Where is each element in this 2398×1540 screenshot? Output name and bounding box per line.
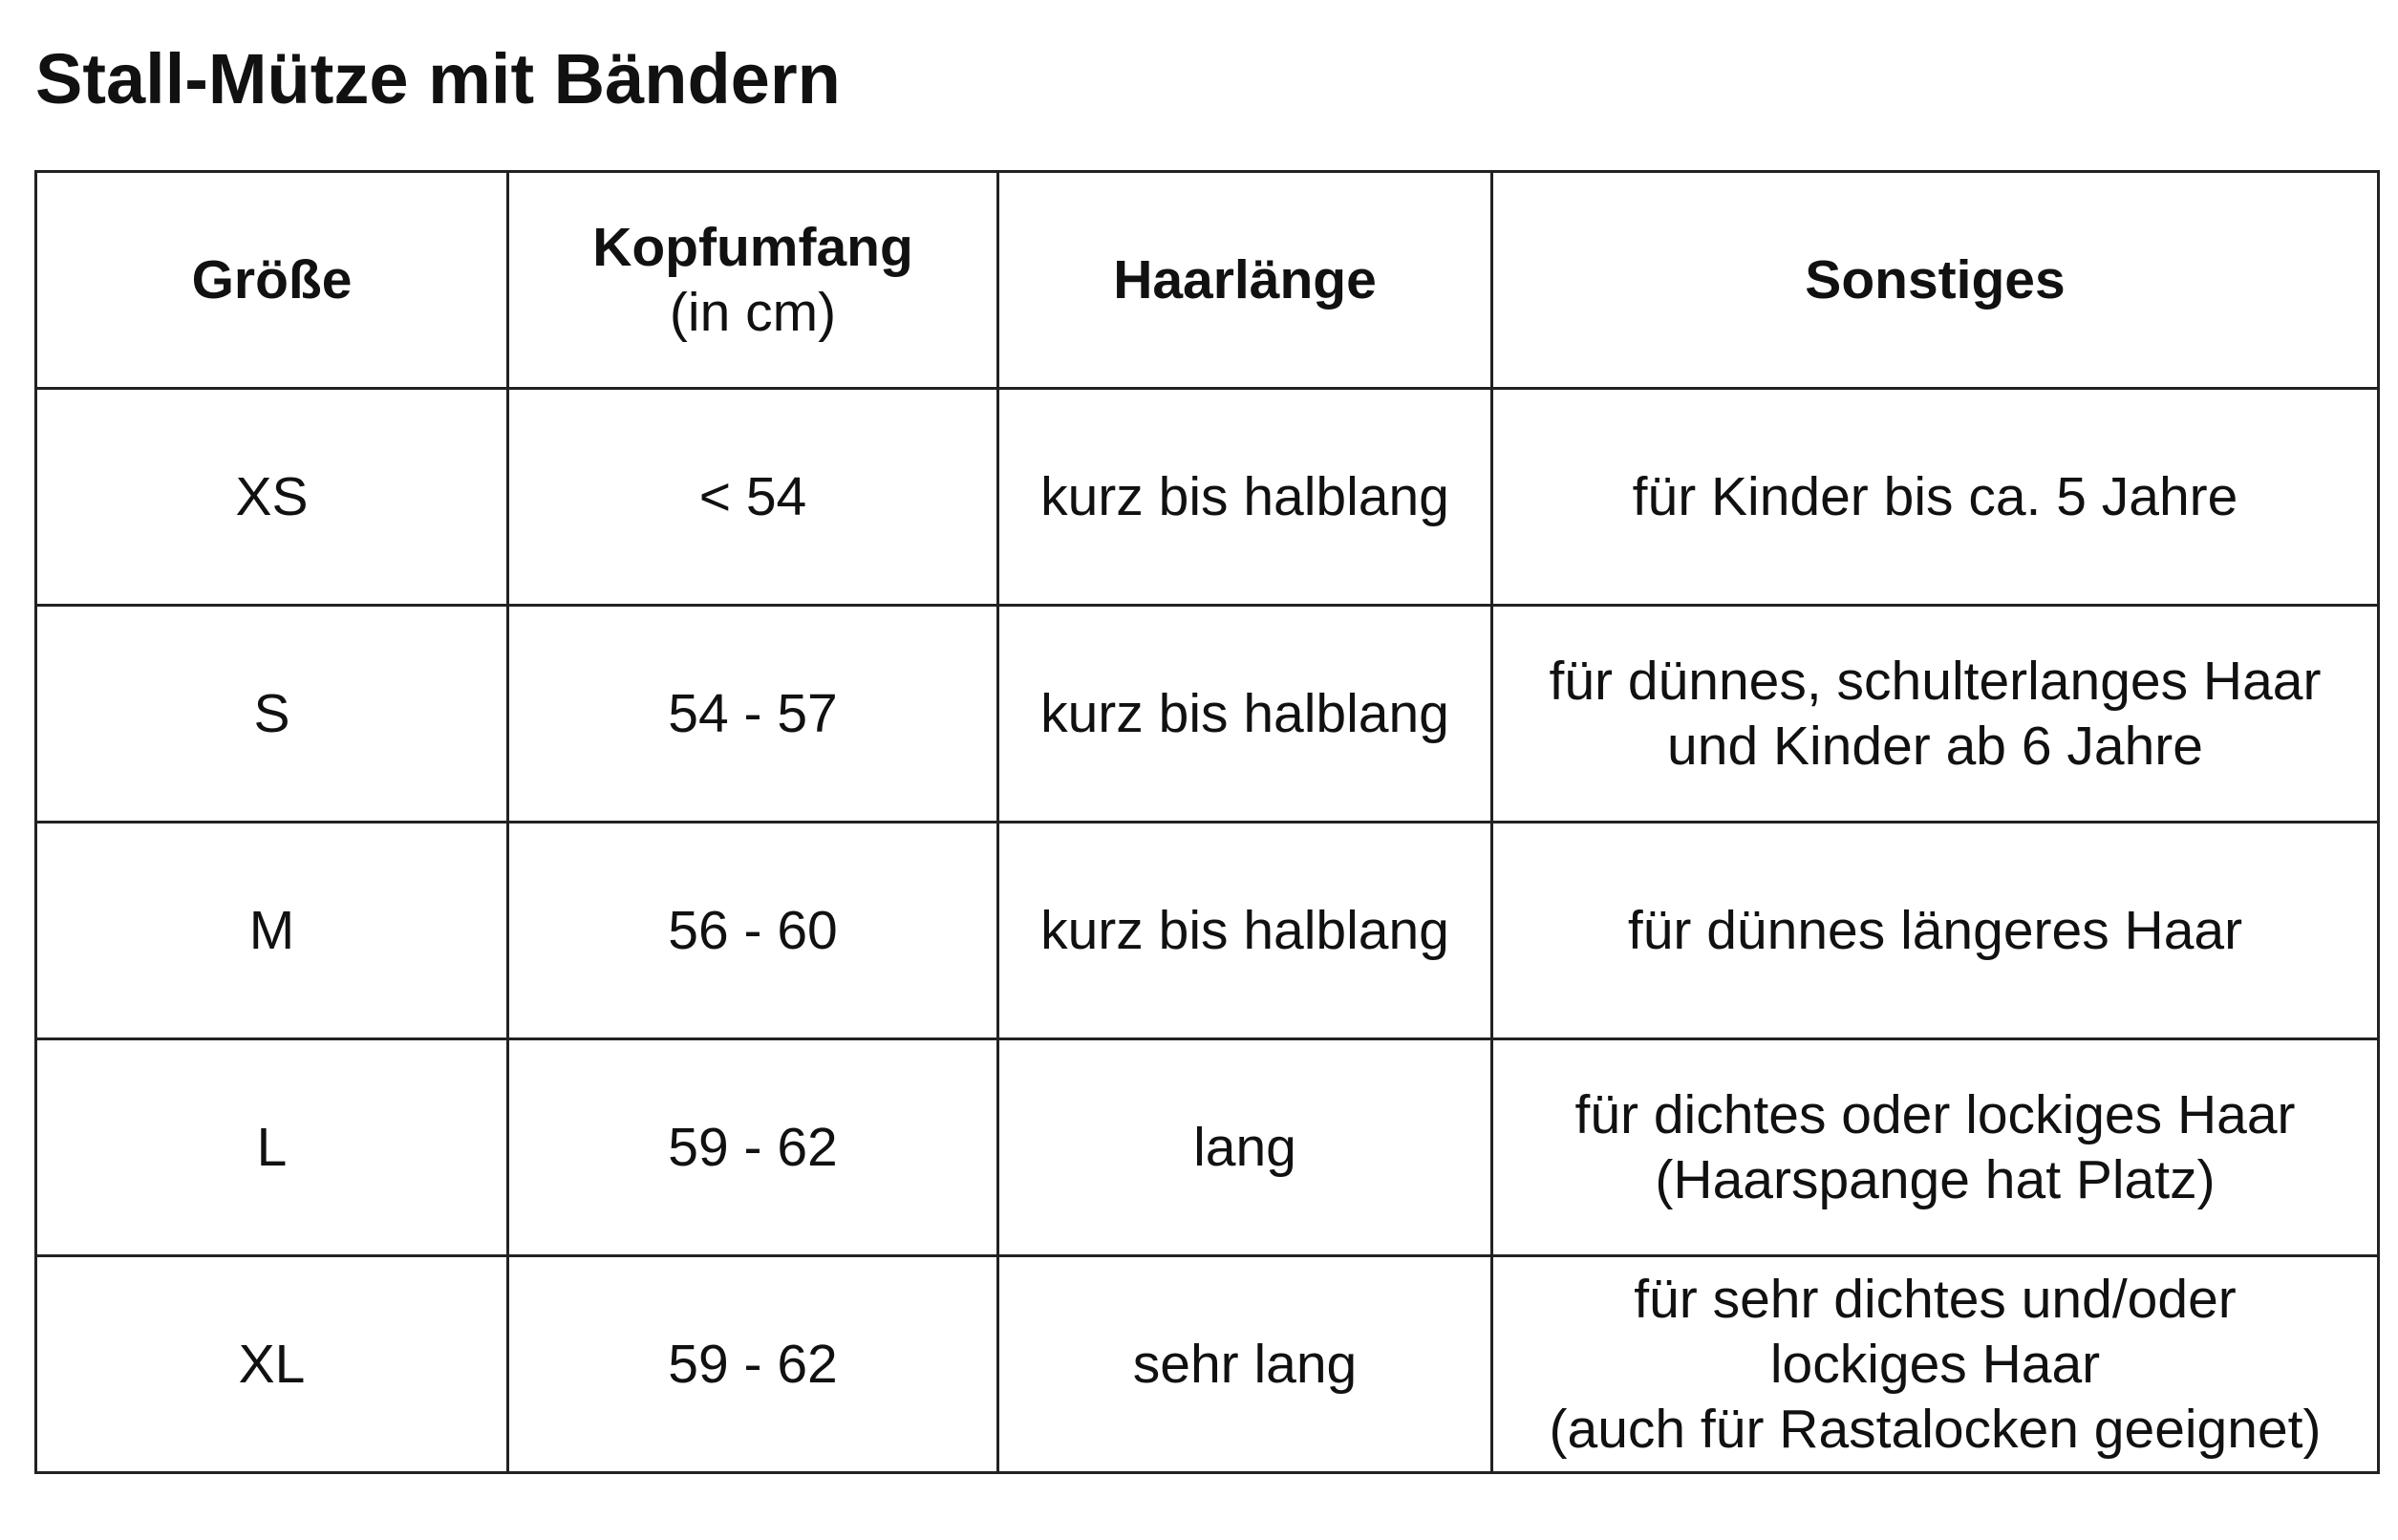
table-row xyxy=(36,1039,2379,1256)
cell-size: L xyxy=(36,1039,508,1256)
table-row xyxy=(36,606,2379,823)
page-title: Stall-Mütze mit Bändern xyxy=(35,39,841,118)
cell-hair: lang xyxy=(998,1039,1492,1256)
cell-misc xyxy=(1492,606,2379,823)
cell-misc xyxy=(1492,1256,2379,1473)
cell-hair: kurz bis halblang xyxy=(998,823,1492,1039)
table-row xyxy=(36,1256,2379,1473)
cell-hair: sehr lang xyxy=(998,1256,1492,1473)
table-row xyxy=(36,389,2379,606)
cell-misc-line: für dünnes längeres Haar xyxy=(1627,900,2243,961)
cell-misc-line: für sehr dichtes und/oder xyxy=(1634,1269,2237,1330)
cell-size: M xyxy=(36,823,508,1039)
cell-head: 59 - 62 xyxy=(508,1039,998,1256)
header-size: Größe xyxy=(36,172,508,389)
cell-misc-line: (auch für Rastalocken geeignet) xyxy=(1549,1399,2322,1460)
header-hair-length: Haarlänge xyxy=(998,172,1492,389)
table-header-row xyxy=(36,172,2379,389)
size-table xyxy=(34,170,2380,1474)
cell-misc-line: für Kinder bis ca. 5 Jahre xyxy=(1632,466,2238,527)
cell-hair: kurz bis halblang xyxy=(998,606,1492,823)
cell-size: XS xyxy=(36,389,508,606)
table-row xyxy=(36,823,2379,1039)
cell-size: XL xyxy=(36,1256,508,1473)
cell-misc-line: (Haarspange hat Platz) xyxy=(1655,1149,2216,1210)
header-misc: Sonstiges xyxy=(1492,172,2379,389)
cell-hair: kurz bis halblang xyxy=(998,389,1492,606)
cell-head: 59 - 62 xyxy=(508,1256,998,1473)
cell-size: S xyxy=(36,606,508,823)
cell-head: 56 - 60 xyxy=(508,823,998,1039)
header-head-circumference-unit: (in cm) xyxy=(669,282,837,343)
cell-misc-line: lockiges Haar xyxy=(1769,1334,2101,1395)
cell-head: < 54 xyxy=(508,389,998,606)
header-head-circumference xyxy=(508,172,998,389)
header-head-circumference-label: Kopfumfang xyxy=(592,217,913,278)
cell-misc-line: für dünnes, schulterlanges Haar xyxy=(1549,651,2322,712)
cell-misc xyxy=(1492,389,2379,606)
cell-misc-line: und Kinder ab 6 Jahre xyxy=(1667,716,2203,777)
cell-misc-line: für dichtes oder lockiges Haar xyxy=(1574,1084,2296,1145)
cell-misc xyxy=(1492,1039,2379,1256)
cell-head: 54 - 57 xyxy=(508,606,998,823)
cell-misc xyxy=(1492,823,2379,1039)
